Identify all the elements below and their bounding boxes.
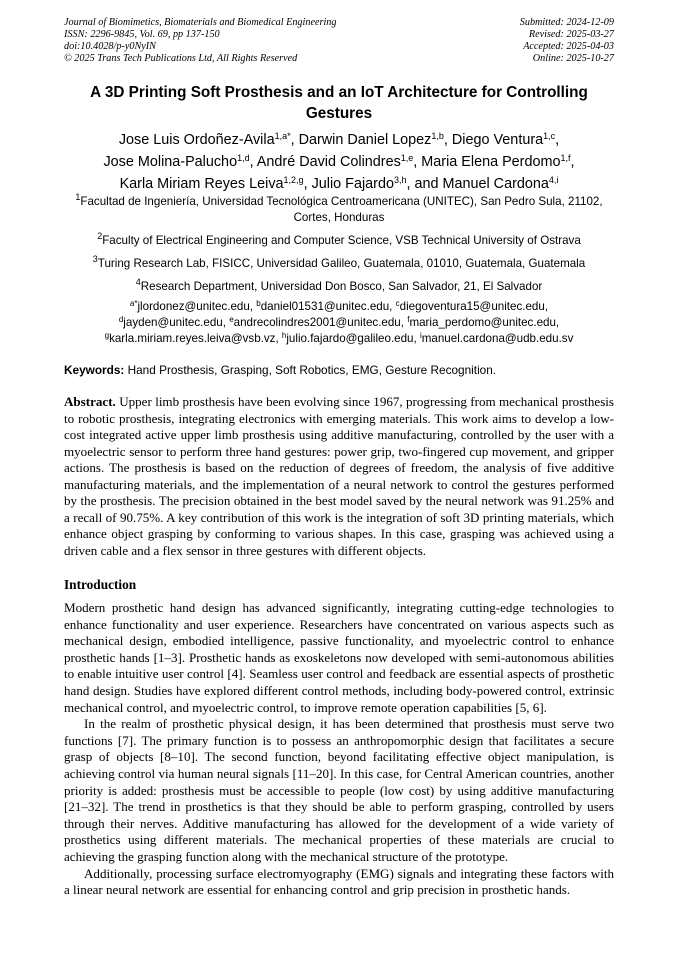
abstract-text: Upper limb prosthesis have been evolving since 1967, progressing from mechanical prosthesis to robotic prosthesis, integrating electronics with emerging materials. This work aims to develop a low-cost integrated active upper limb prosthesis using additive manufacturing, controlled by the user with a myoelectric sensor to perform three hand gestures: power grip, two-fingered cup movement, and gripper actions. The prosthesis is based on the reduction of degrees of freedom, the analysis of five additive manufacturing materials, and the implementation of a neural network to control the gestures performed by the prosthesis. The precision obtained in the best model saved by the neural network was 91.25% and a recall of 90.75%. A key contribution of this work is the integration of soft 3D printing materials, which enhance object grasping by conforming to various shapes. In this case, grasping was achieved using a driven cable and a flex sensor in three gestures with different objects. [64,394,615,558]
journal-info [64,17,336,65]
keywords-text: Hand Prosthesis, Grasping, Soft Robotics, EMG, Gesture Recognition. [127,363,497,377]
author: Diego Ventura$^{1,c}$, [451,131,560,148]
affiliation: $^3$Turing Research Lab, FISICC, Universidad Galileo, Guatemala, 01010, Guatemala, Guatemala [92,254,586,270]
author: Darwin Daniel Lopez$^{1,b}$, [298,131,452,148]
section-heading-introduction: Introduction [64,577,137,592]
abstract-label: Abstract. [64,394,116,409]
keywords [64,362,614,378]
date-submitted: Submitted: 2024-12-09 [519,17,614,28]
author: Jose Molina-Palucho$^{1,d}$, [103,153,257,170]
abstract [64,394,614,559]
email: $^f$maria_perdomo@unitec.edu, [407,315,560,329]
email-list [64,299,614,347]
paper-title: A 3D Printing Soft Prosthesis and an IoT Architecture for Controlling Gestures [90,84,588,122]
email: $^c$diegoventura15@unitec.edu, [395,299,549,313]
author: Maria Elena Perdomo$^{1,f}$, [421,153,575,170]
paragraph: In the realm of prosthetic physical design, it has been determined that prosthesis must serve two functions [7]. The primary function is to possess an anthropomorphic design that facilitates a secure grasp of objects [8–10]. The second function, beyond facilitating effective object manipulation, is achieving control via human neural signals [11–20]. In this case, for Central American countries, another priority is added: prosthesis must be accessible to people (low cost) by using additive manufacturing [21–32]. The trend in prosthetics is that they should be able to perform grasping, controlled by users through their nerves. Additive manufacturing has allowed for the development of a wide variety of prosthetics using different materials. The mechanical properties of these materials are crucial to achieving the grasping function along with the mechanical structure of the prototype. [64,716,614,864]
journal-copyright: © 2025 Trans Tech Publications Ltd, All Rights Reserved [64,53,298,64]
email: $^b$daniel01531@unitec.edu, [256,299,396,313]
affiliation: $^1$Facultad de Ingeniería, Universidad Tecnológica Centroamericana (UNITEC), San Pedro Sula, 21102, Cortes, Honduras [75,192,603,224]
email: $^d$jayden@unitec.edu, [118,315,230,329]
author: Manuel Cardona$^{4,i}$ [442,175,559,192]
author: André David Colindres$^{1,e}$, [256,153,422,170]
affiliation-list [64,194,614,302]
author: Jose Luis Ordoñez-Avila$^{1,a*}$, [118,131,299,148]
author: Karla Miriam Reyes Leiva$^{1,2,g}$, [119,175,312,192]
email: $^h$julio.fajardo@galileo.edu, [281,331,420,345]
journal-name: Journal of Biomimetics, Biomaterials and Biomedical Engineering [64,17,337,28]
paragraph: Modern prosthetic hand design has advanced significantly, integrating cutting-edge technologies to enhance functionality and user experience. Researchers have concentrated on various aspects such as mechanical design, embodied intelligence, passive functionality, and myoelectric control to enhance prosthetic hands [1–3]. Prosthetic hands as exoskeletons now developed with semi-autonomous abilities to enable intuitive user control [4]. Seamless user control and feedback are essential aspects of prosthetic hand design. Studies have explored different control methods, including body-powered control, extrinsic mechanical control, and myoelectric control, to improve remote operation capabilities [5, 6]. [64,600,614,715]
author-list [50,129,628,195]
author: Julio Fajardo$^{3,h}$, and [311,175,443,192]
introduction-body [64,600,614,899]
date-accepted: Accepted: 2025-04-03 [523,41,614,52]
journal-header [64,17,614,65]
email: $^g$karla.miriam.reyes.leiva@vsb.vz, [104,331,282,345]
date-online: Online: 2025-10-27 [532,53,614,64]
keywords-label: Keywords: [64,363,125,377]
affiliation: $^4$Research Department, Universidad Don Bosco, San Salvador, 21, El Salvador [135,277,543,293]
date-revised: Revised: 2025-03-27 [528,29,614,40]
journal-issn: ISSN: 2296-9845, Vol. 69, pp 137-150 [64,29,220,40]
paragraph: Additionally, processing surface electromyography (EMG) signals and integrating these factors with a linear neural network are essential for enhancing control and grip precision in prosthetic hands. [64,865,614,898]
journal-doi: doi:10.4028/p-y0NyIN [64,41,156,52]
email: $^i$manuel.cardona@udb.edu.sv [419,331,574,345]
email: $^{a*}$jlordonez@unitec.edu, [129,299,257,313]
email: $^e$andrecolindres2001@unitec.edu, [229,315,408,329]
affiliation: $^2$Faculty of Electrical Engineering and Computer Science, VSB Technical University of Ostrava [97,231,581,247]
publication-dates [520,17,614,65]
